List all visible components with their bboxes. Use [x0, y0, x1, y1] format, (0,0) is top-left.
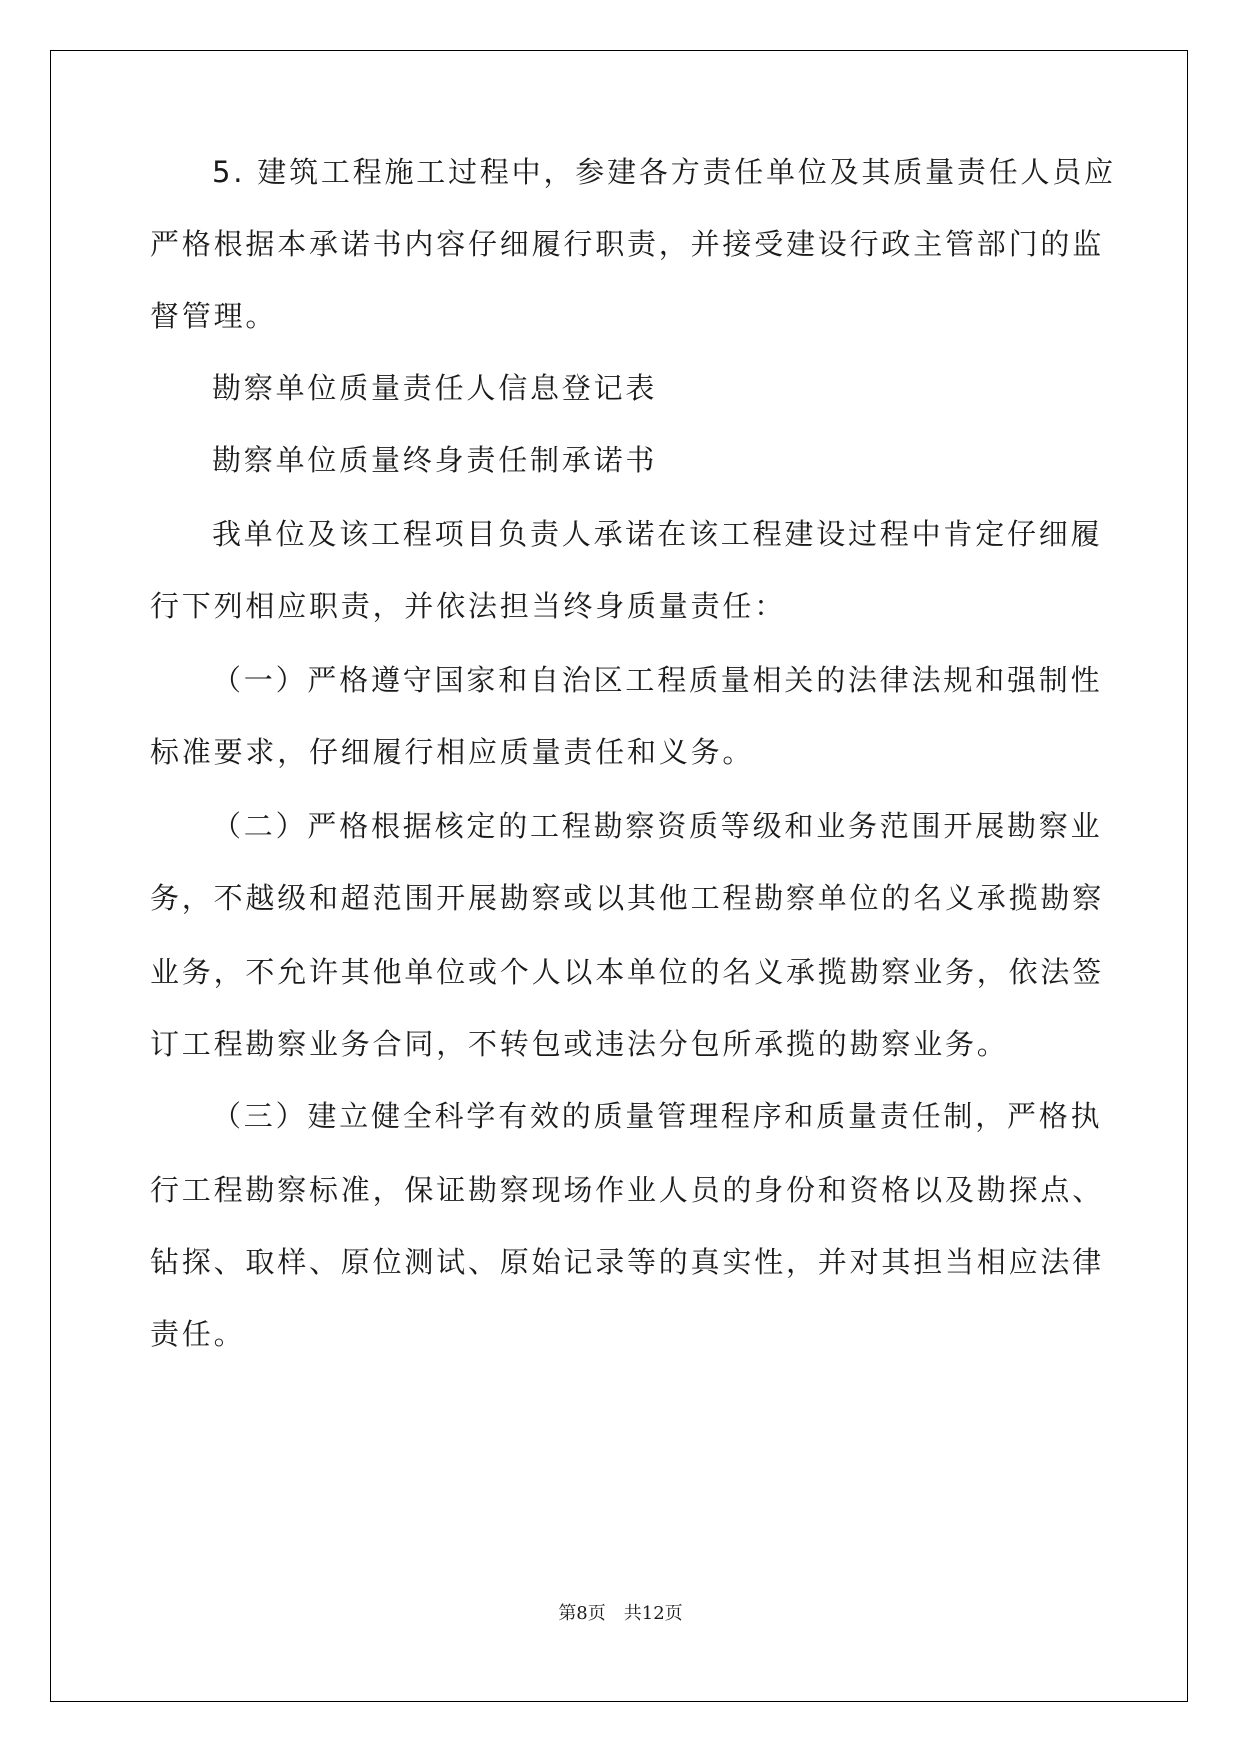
paragraph-line: 责任。 [150, 1317, 246, 1351]
section-heading: 勘察单位质量责任人信息登记表 [212, 371, 658, 405]
paragraph-line: 严格根据本承诺书内容仔细履行职责，并接受建设行政主管部门的监 [150, 227, 1105, 261]
paragraph-line: 行工程勘察标准，保证勘察现场作业人员的身份和资格以及勘探点、 [150, 1173, 1105, 1207]
paragraph-line: 行下列相应职责，并依法担当终身质量责任： [150, 589, 787, 623]
paragraph-line: 我单位及该工程项目负责人承诺在该工程建设过程中肯定仔细履 [212, 517, 1103, 551]
page-number-footer: 第8页 共12页 [558, 1603, 683, 1624]
paragraph-line: （一）严格遵守国家和自治区工程质量相关的法律法规和强制性 [212, 663, 1103, 697]
paragraph-line: （三）建立健全科学有效的质量管理程序和质量责任制，严格执 [212, 1099, 1103, 1133]
paragraph-line: 督管理。 [150, 299, 278, 333]
paragraph-line: 钻探、取样、原位测试、原始记录等的真实性，并对其担当相应法律 [150, 1245, 1105, 1279]
paragraph-line: 订工程勘察业务合同，不转包或违法分包所承揽的勘察业务。 [150, 1027, 1009, 1061]
section-heading: 勘察单位质量终身责任制承诺书 [212, 443, 658, 477]
paragraph-line: 业务，不允许其他单位或个人以本单位的名义承揽勘察业务，依法签 [150, 955, 1105, 989]
paragraph-line: 务，不越级和超范围开展勘察或以其他工程勘察单位的名义承揽勘察 [150, 881, 1105, 915]
paragraph-line: 5. 建筑工程施工过程中，参建各方责任单位及其质量责任人员应 [212, 155, 1116, 189]
paragraph-line: 标准要求，仔细履行相应质量责任和义务。 [150, 735, 755, 769]
paragraph-line: （二）严格根据核定的工程勘察资质等级和业务范围开展勘察业 [212, 809, 1103, 843]
